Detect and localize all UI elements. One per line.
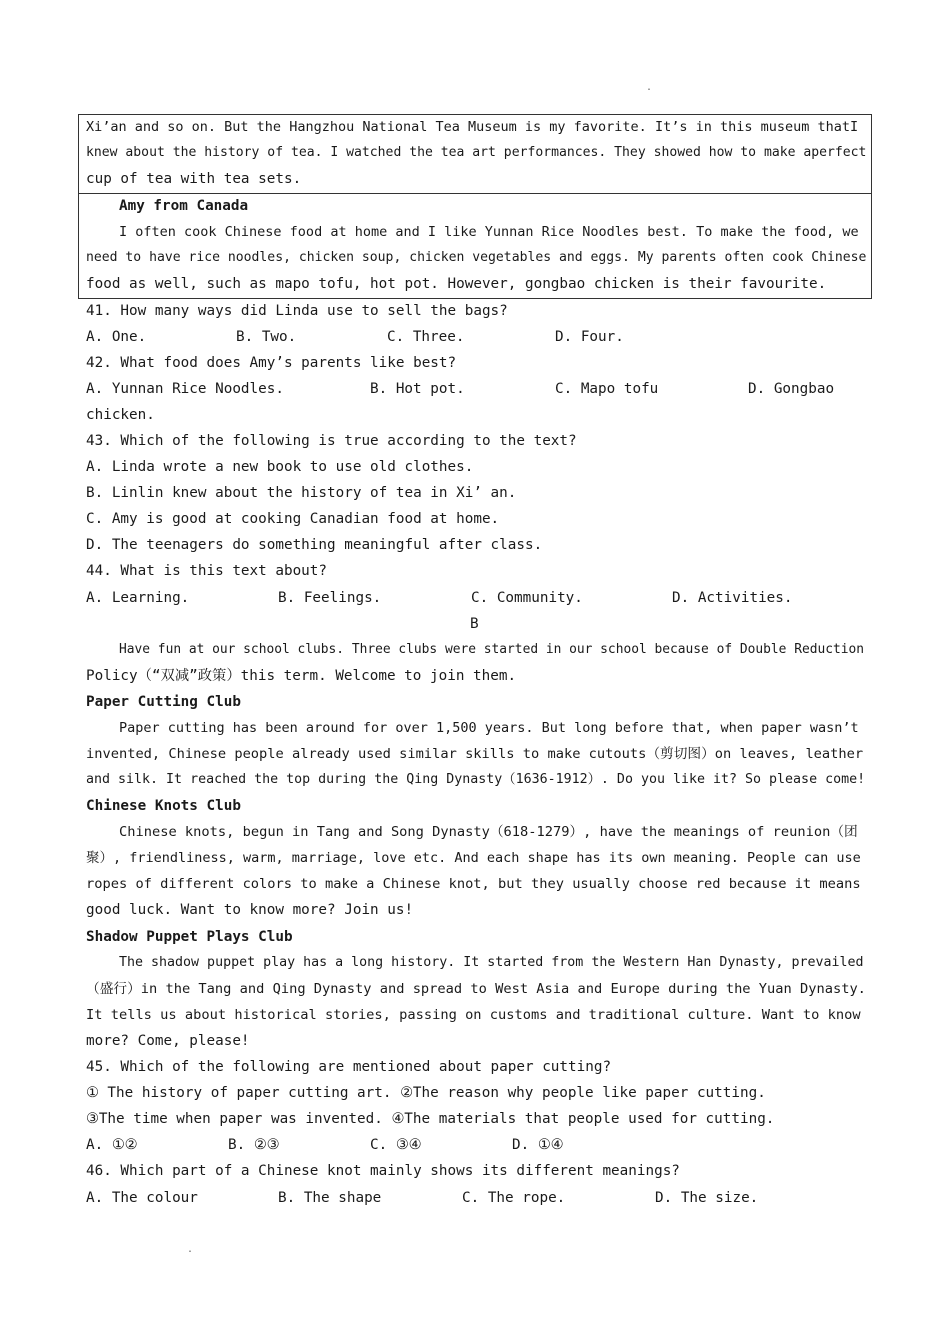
- q43-option-b: B. Linlin knew about the history of tea in Xi’ an.: [86, 485, 517, 501]
- question-46: 46. Which part of a Chinese knot mainly shows its different meanings?: [86, 1163, 680, 1179]
- q43-option-d: D. The teenagers do something meaningful after class.: [86, 537, 543, 553]
- q43-option-a: A. Linda wrote a new book to use old clothes.: [86, 459, 474, 475]
- knots-line-3: ropes of different colors to make a Chinese knot, but they usually choose red because it means: [86, 876, 861, 892]
- q46-option-a: A. The colour: [86, 1190, 198, 1206]
- q45-option-d: D. ①④: [512, 1137, 564, 1153]
- amy-line-2: need to have rice noodles, chicken soup, chicken vegetables and eggs. My parents often cook Chinese: [86, 250, 866, 265]
- shadow-line-2: （盛行）in the Tang and Qing Dynasty and spread to West Asia and Europe during the Yuan Dynasty.: [86, 981, 866, 997]
- amy-line-1: I often cook Chinese food at home and I like Yunnan Rice Noodles best. To make the food, we: [119, 224, 859, 240]
- q42-option-b: B. Hot pot.: [370, 381, 465, 397]
- q41-option-d: D. Four.: [555, 329, 624, 345]
- q42-option-d-wrap: chicken.: [86, 407, 155, 423]
- question-41: 41. How many ways did Linda use to sell the bags?: [86, 303, 508, 319]
- q46-option-b: B. The shape: [278, 1190, 382, 1206]
- paper-line-2: invented, Chinese people already used similar skills to make cutouts（剪切图）on leaves, leather: [86, 746, 864, 762]
- q44-option-d: D. Activities.: [672, 590, 793, 606]
- shadow-puppet-heading: Shadow Puppet Plays Club: [86, 929, 293, 945]
- section-b-intro-2: Policy（“双减”政策）this term. Welcome to join them.: [86, 668, 517, 684]
- q44-option-b: B. Feelings.: [278, 590, 382, 606]
- q44-option-a: A. Learning.: [86, 590, 190, 606]
- question-43: 43. Which of the following is true according to the text?: [86, 433, 577, 449]
- shadow-line-3: It tells us about historical stories, passing on customs and traditional culture. Want to know: [86, 1007, 861, 1023]
- question-45: 45. Which of the following are mentioned about paper cutting?: [86, 1059, 612, 1075]
- shadow-line-1: The shadow puppet play has a long history. It started from the Western Han Dynasty, prevailed: [119, 955, 864, 970]
- section-b-intro-1: Have fun at our school clubs. Three clubs were started in our school because of Double Reduction: [119, 642, 865, 657]
- q45-option-b: B. ②③: [228, 1137, 280, 1153]
- q42-option-a: A. Yunnan Rice Noodles.: [86, 381, 284, 397]
- paper-cutting-heading: Paper Cutting Club: [86, 694, 241, 710]
- shadow-line-4: more? Come, please!: [86, 1033, 250, 1049]
- q46-option-c: C. The rope.: [462, 1190, 566, 1206]
- q41-option-b: B. Two.: [236, 329, 297, 345]
- section-b-label: B: [470, 616, 479, 632]
- q43-option-c: C. Amy is good at cooking Canadian food at home.: [86, 511, 500, 527]
- knots-line-1: Chinese knots, begun in Tang and Song Dynasty（618-1279）, have the meanings of reunion（团: [119, 824, 858, 840]
- chinese-knots-heading: Chinese Knots Club: [86, 798, 241, 814]
- question-44: 44. What is this text about?: [86, 563, 328, 579]
- box-top-line-3: cup of tea with tea sets.: [86, 171, 302, 187]
- q45-option-c: C. ③④: [370, 1137, 422, 1153]
- paper-line-1: Paper cutting has been around for over 1,500 years. But long before that, when paper wasn’t: [119, 720, 859, 736]
- page-mark-bottom: .: [187, 1244, 194, 1255]
- q45-statements-1: ① The history of paper cutting art. ②The reason why people like paper cutting.: [86, 1085, 766, 1101]
- box-top-line-1: Xi’an and so on. But the Hangzhou National Tea Museum is my favorite. It’s in this museum thatI: [86, 119, 859, 135]
- q42-option-c: C. Mapo tofu: [555, 381, 659, 397]
- knots-line-2: 聚）, friendliness, warm, marriage, love etc. And each shape has its own meaning. People can use: [86, 850, 861, 866]
- paper-line-3: and silk. It reached the top during the Qing Dynasty（1636-1912）. Do you like it? So please come!: [86, 772, 866, 787]
- q42-option-d: D. Gongbao: [748, 381, 835, 397]
- amy-heading: Amy from Canada: [119, 198, 249, 214]
- box-top-line-2: knew about the history of tea. I watched the tea art performances. They showed how to make aperfect: [86, 145, 866, 160]
- q46-option-d: D. The size.: [655, 1190, 759, 1206]
- amy-line-3: food as well, such as mapo tofu, hot pot. However, gongbao chicken is their favourite.: [86, 276, 827, 292]
- q45-option-a: A. ①②: [86, 1137, 138, 1153]
- q41-option-c: C. Three.: [387, 329, 465, 345]
- page-mark: .: [646, 82, 653, 93]
- question-42: 42. What food does Amy’s parents like best?: [86, 355, 457, 371]
- q41-option-a: A. One.: [86, 329, 147, 345]
- q44-option-c: C. Community.: [471, 590, 583, 606]
- q45-statements-2: ③The time when paper was invented. ④The materials that people used for cutting.: [86, 1111, 775, 1127]
- knots-line-4: good luck. Want to know more? Join us!: [86, 902, 414, 918]
